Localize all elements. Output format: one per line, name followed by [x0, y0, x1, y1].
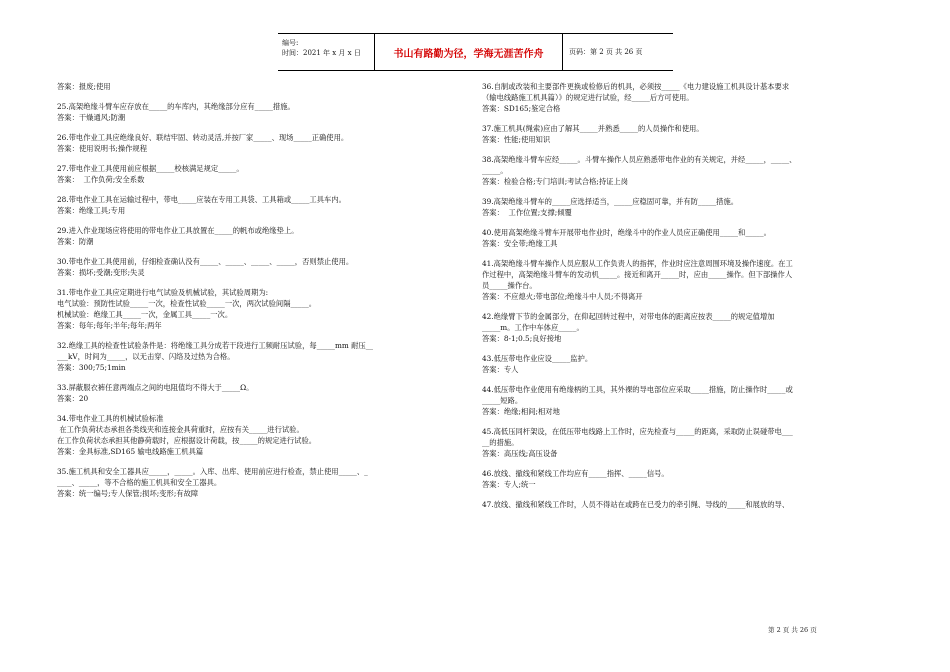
answer-line: 答案： 工作位置;支撑;倾覆 [482, 208, 572, 217]
answer-line: 答案：绝缘工具;专用 [57, 206, 126, 215]
question-line: 46.放线、撤线和紧线工作均应有_____指挥、_____信号。 [482, 469, 669, 478]
question-item [57, 101, 437, 123]
question-line: 28.带电作业工具在运输过程中，带电_____应装在专用工具袋、工具箱或_____工具车内。 [57, 195, 346, 204]
question-line: 电气试验：预防性试验_____一次，检查性试验_____一次，两次试验间隔_____。 [57, 299, 317, 308]
answer-line: 答案：专人 [482, 365, 519, 374]
question-item [57, 287, 437, 331]
page-footer: 第 2 页 共 26 页 [768, 626, 817, 634]
question-line: 25.高架绝缘斗臂车应存放在_____的车库内，其绝缘部分应有_____措施。 [57, 102, 295, 111]
answer-line: 答案：20 [57, 394, 89, 403]
answer-line: 答案： 工作负荷;安全系数 [57, 175, 145, 184]
header-number-label: 编号: [282, 39, 299, 47]
question-line: 36.自制或改装和主要部件更换或检修后的机具，必须按_____《电力建设施工机具设计基本要求 [482, 82, 790, 91]
question-item [57, 413, 437, 457]
left-column [57, 81, 437, 499]
question-line: _____短路。 [482, 396, 523, 405]
question-item [57, 256, 437, 278]
answer-line: 答案：绝缘;相间;相对地 [482, 407, 560, 416]
question-line: _____m。工作中车体应_____。 [482, 323, 584, 332]
question-line: _____。 [482, 166, 508, 175]
question-line: 32.绝缘工具的检查性试验条件是：将绝缘工具分成若干段进行工频耐压试验，每_____mm 耐压__ [57, 341, 373, 350]
question-line: 机械试验：绝缘工具_____一次，金属工具_____一次。 [57, 310, 233, 319]
answer-line: 答案：8-1;0.5;良好接地 [482, 334, 562, 343]
answer-line: 答案：高压线;高压设备 [482, 449, 558, 458]
question-item [482, 311, 892, 344]
question-line: 作过程中，高架绝缘斗臂车的发动机_____。接近和离开_____时，应由_____操作。但下部操作人 [482, 270, 793, 279]
question-line: （输电线路施工机具篇）》的规定进行试验，经_____后方可使用。 [482, 93, 694, 102]
right-column [482, 81, 892, 510]
answer-line: 答案：金具标准,SD165 输电线路施工机具篇 [57, 447, 204, 456]
question-line: 39.高架绝缘斗臂车的_____应选择适当，_____应稳固可靠，并有防_____措施。 [482, 197, 739, 206]
question-line: 在工作负荷状态承担其他静荷载时，应根据设计荷载，按_____的规定进行试验。 [57, 436, 317, 445]
question-line: 26.带电作业工具应绝缘良好、联结牢固、转动灵活,并按厂家_____、现场_____正确使用。 [57, 133, 349, 142]
answer-line: 答案：每年;每年;半年;每年;两年 [57, 321, 162, 330]
question-line: 员_____操作台。 [482, 281, 537, 290]
question-line: 30.带电作业工具使用前，仔细检查确认没有_____、_____、_____、_____，否则禁止使用。 [57, 257, 354, 266]
question-line: __的措施。 [482, 438, 519, 447]
question-line: 40.使用高架绝缘斗臂车开展带电作业时，绝缘斗中的作业人员应正确使用_____和_____。 [482, 228, 771, 237]
question-line: 37.施工机具(绳索)应由了解其_____并熟悉_____的人员操作和使用。 [482, 124, 704, 133]
question-item [57, 466, 437, 499]
question-item [57, 382, 437, 404]
question-item [482, 227, 892, 249]
answer-line: 答案：使用说明书;操作规程 [57, 144, 148, 153]
question-line: 31.带电作业工具应定期进行电气试验及机械试验，其试验周期为: [57, 288, 269, 297]
question-line: 在工作负荷状态承担各类线夹和连接金具荷重时，应按有关_____进行试验。 [57, 425, 304, 434]
question-item [57, 340, 437, 373]
answer-line: 答案：干燥通风;防潮 [57, 113, 126, 122]
question-line: 41.高架绝缘斗臂车操作人员应服从工作负责人的指挥，作业时应注意周围环境及操作速度。在工 [482, 259, 793, 268]
question-item [482, 258, 892, 302]
question-item [482, 154, 892, 187]
question-line: 35.施工机具和安全工器具应_____，_____。入库、出库、使用前应进行检查，禁止使用_____、_ [57, 467, 368, 476]
answer-line: 答案：300;75;1min [57, 363, 126, 372]
question-item [482, 426, 892, 459]
page-header [278, 33, 673, 71]
question-item [57, 81, 437, 92]
question-item [482, 81, 892, 114]
header-page-label: 页码：第 2 页 共 26 页 [569, 48, 643, 56]
header-time-label: 时间：2021 年 x 月 x 日 [282, 49, 361, 57]
answer-line: 答案：防潮 [57, 237, 94, 246]
answer-line: 答案：性能;使用知识 [482, 135, 551, 144]
answer-line: 答案：统一编号;专人保管;损坏;变形;有故障 [57, 489, 199, 498]
question-item [57, 132, 437, 154]
question-item [57, 225, 437, 247]
question-line: 45.高低压同杆架设，在低压带电线路上工作时，应先检查与_____的距离，采取防止误碰带电___ [482, 427, 793, 436]
header-motto: 书山有路勤为径，学海无涯苦作舟 [375, 34, 563, 70]
question-item [482, 196, 892, 218]
answer-line: 答案：报废;使用 [57, 82, 111, 91]
question-line: 34.带电作业工具的机械试验标准 [57, 414, 164, 423]
answer-line: 答案：检验合格;专门培训;考试合格;持证上岗 [482, 177, 629, 186]
question-item [482, 499, 892, 510]
question-item [482, 353, 892, 375]
question-item [482, 123, 892, 145]
question-line: 47.放线、撤线和紧线工作时，人员不得站在或跨在已受力的牵引绳、导线的_____和展放的导、 [482, 500, 790, 509]
question-line: 38.高架绝缘斗臂车应经_____。斗臂车操作人员应熟悉带电作业的有关规定，并经_____，_____、 [482, 155, 797, 164]
answer-line: 答案：SD165;鉴定合格 [482, 104, 561, 113]
header-meta [278, 34, 375, 70]
answer-line: 答案：损坏;受潮;变形;失灵 [57, 268, 145, 277]
question-item [57, 163, 437, 185]
question-line: 43.低压带电作业应设_____监护。 [482, 354, 593, 363]
question-line: 29.进入作业现场应将使用的带电作业工具放置在_____的帆布或绝缘垫上。 [57, 226, 299, 235]
question-item [57, 194, 437, 216]
answer-line: 答案：安全带;绝缘工具 [482, 239, 558, 248]
question-item [482, 384, 892, 417]
question-line: ___kV，时间为_____，以无击穿、闪络及过热为合格。 [57, 352, 235, 361]
question-item [482, 468, 892, 490]
answer-line: 答案：专人;统一 [482, 480, 536, 489]
question-line: 33.屏蔽服衣裤任意两端点之间的电阻值均不得大于_____Ω。 [57, 383, 254, 392]
question-line: ____、_____，等不合格的施工机具和安全工器具。 [57, 478, 222, 487]
question-line: 44.低压带电作业使用有绝缘柄的工具，其外裸的导电部位应采取_____措施，防止操作时_____或 [482, 385, 793, 394]
question-line: 27.带电作业工具使用前应根据_____校核满足规定_____。 [57, 164, 244, 173]
question-line: 42.绝缘臂下节的金属部分，在仰起回转过程中，对带电体的距离应按表_____的规定值增加 [482, 312, 775, 321]
answer-line: 答案：不应熄火;带电部位;绝缘斗中人员;不得离开 [482, 292, 643, 301]
